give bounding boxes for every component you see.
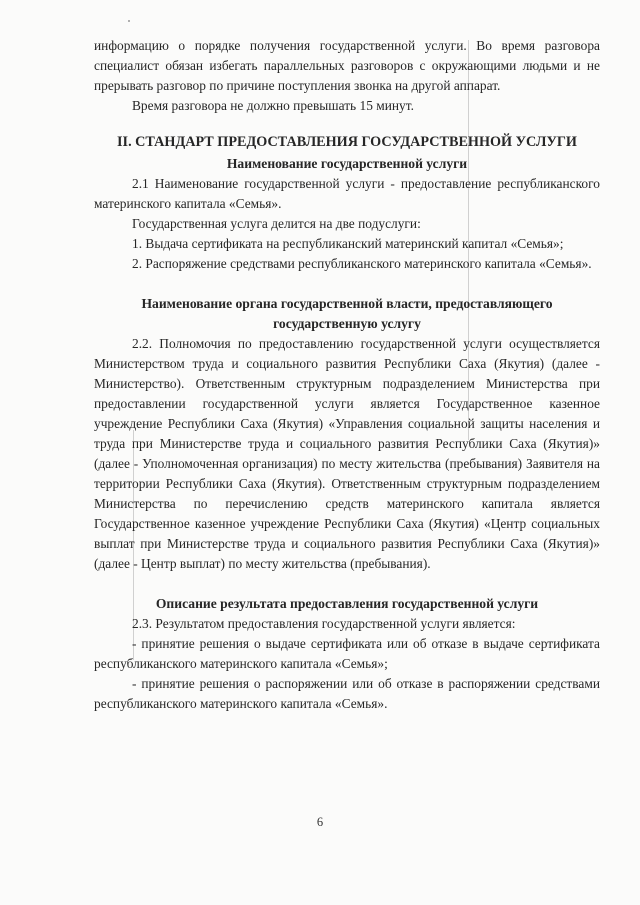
- spacer: [94, 274, 600, 294]
- document-content: [94, 36, 600, 714]
- subsection-heading-authority: Наименование органа государственной власти, предоставляющего государственную услугу: [141, 296, 553, 331]
- scan-speck: [128, 20, 130, 22]
- paragraph-2-3: 2.3. Результатом предоставления государственной услуги является:: [132, 616, 516, 631]
- subsection-heading-service-name: Наименование государственной услуги: [226, 156, 468, 171]
- subsection-heading-result: Описание результата предоставления государственной услуги: [155, 596, 539, 611]
- paragraph-2-2: 2.2. Полномочия по предоставлению государственной услуги осуществляется Министерством труда и социального развития Республики Саха (Якутия) (далее - Министерство). Ответственным структурным подразделением Министерства при предоставлении государственной услуги является Государственное казенное учреждение Республики Саха (Якутия) «Управления социальной защиты населения и труда при Министерстве труда и социального развития Республики Саха (Якутия)» (далее - Уполномоченная организация) по месту жительства (пребывания) Заявителя на территории Республики Саха (Якутия). Ответственным структурным подразделением Министерства по перечислению средств материнского капитала является Государственное казенное учреждение Республики Саха (Якутия) «Центр социальных выплат при Министерстве труда и социального развития Республики Саха (Якутия)» (далее - Центр выплат) по месту жительства (пребывания).: [94, 336, 600, 571]
- page-number: 6: [316, 815, 324, 829]
- paragraph-subservices: Государственная услуга делится на две подуслуги:: [132, 216, 421, 231]
- section-title: II. СТАНДАРТ ПРЕДОСТАВЛЕНИЯ ГОСУДАРСТВЕННОЙ УСЛУГИ: [117, 134, 577, 150]
- call-duration-paragraph: Время разговора не должно превышать 15 минут.: [132, 98, 414, 113]
- result-item-1: - принятие решения о выдаче сертификата или об отказе в выдаче сертификата республиканского материнского капитала «Семья»;: [94, 636, 600, 671]
- paragraph-2-1: 2.1 Наименование государственной услуги - предоставление республиканского материнского капитала «Семья».: [94, 176, 600, 211]
- subservice-item-1: 1. Выдача сертификата на республиканский материнский капитал «Семья»;: [132, 236, 564, 251]
- subservice-item-2: 2. Распоряжение средствами республиканского материнского капитала «Семья».: [132, 256, 592, 271]
- intro-paragraph: информацию о порядке получения государственной услуги. Во время разговора специалист обязан избегать параллельных разговоров с окружающими людьми и не прерывать разговор по причине поступления звонка на другой аппарат.: [94, 38, 600, 93]
- spacer: [94, 574, 600, 594]
- result-item-2: - принятие решения о распоряжении или об отказе в распоряжении средствами республиканского материнского капитала «Семья».: [94, 676, 600, 711]
